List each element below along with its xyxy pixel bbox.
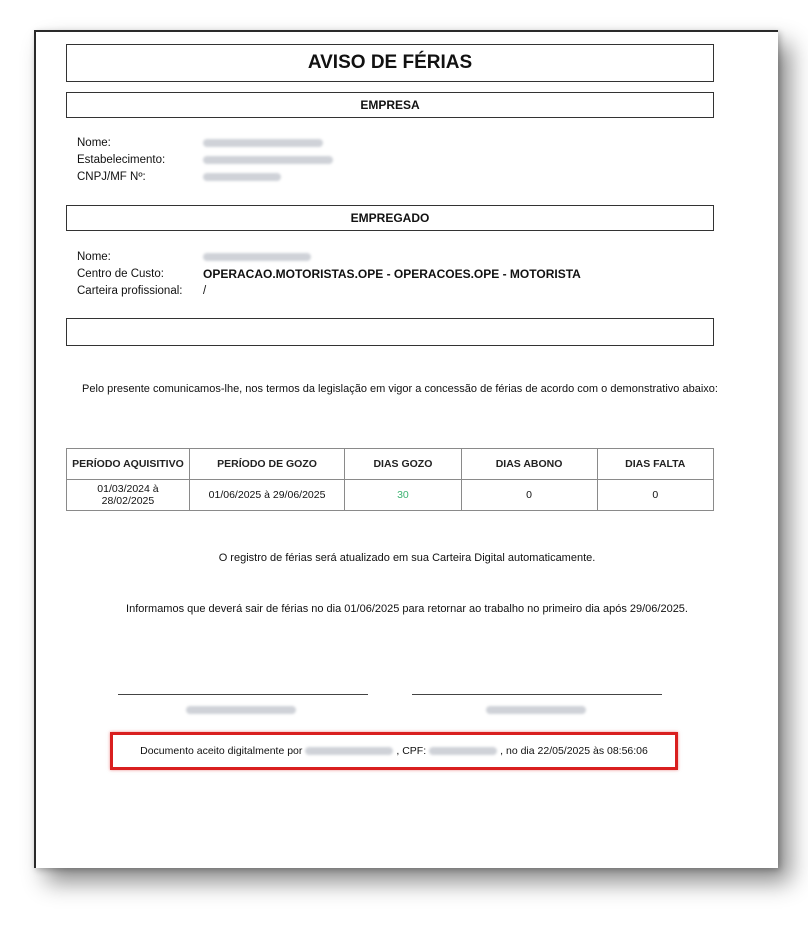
empresa-heading: EMPRESA [66, 92, 714, 118]
cell-periodo-aquisitivo: 01/03/2024 à 28/02/2025 [67, 480, 190, 511]
cell-periodo-gozo: 01/06/2025 à 29/06/2025 [189, 480, 344, 511]
digital-acceptance-box [110, 732, 678, 770]
table-row [67, 480, 714, 511]
redacted-empresa-nome [203, 139, 323, 147]
header-periodo-gozo: PERÍODO DE GOZO [189, 449, 344, 480]
redacted-empregado-nome [203, 253, 311, 261]
signature-line-empregado [412, 694, 662, 695]
redacted-signature-empresa [186, 706, 296, 714]
header-dias-abono: DIAS ABONO [461, 449, 597, 480]
header-dias-falta: DIAS FALTA [597, 449, 714, 480]
table-header-row [67, 449, 714, 480]
empresa-cnpj-row [77, 168, 333, 185]
redacted-cpf [429, 747, 497, 755]
registro-text: O registro de férias será atualizado em sua Carteira Digital automaticamente. [218, 552, 596, 564]
redacted-estabelecimento [203, 156, 333, 164]
empregado-fields [77, 248, 581, 299]
ferias-table [66, 448, 714, 511]
signature-line-empresa [118, 694, 368, 695]
empregado-nome-row [77, 248, 581, 265]
empregado-heading: EMPREGADO [66, 205, 714, 231]
document-page [34, 30, 778, 868]
empregado-centro-row [77, 265, 581, 282]
redacted-signature-empregado [486, 706, 586, 714]
empregado-carteira-row [77, 282, 581, 299]
empregado-nome-label: Nome: [77, 250, 111, 263]
header-periodo-aquisitivo: PERÍODO AQUISITIVO [67, 449, 190, 480]
header-dias-gozo: DIAS GOZO [345, 449, 461, 480]
carteira-label: Carteira profissional: [77, 284, 183, 297]
carteira-value: / [203, 284, 207, 297]
empresa-estabelecimento-row [77, 151, 333, 168]
redacted-cnpj [203, 173, 281, 181]
acceptance-cpf-label: , CPF: [396, 745, 427, 757]
acceptance-prefix: Documento aceito digitalmente por [140, 745, 303, 757]
empty-box [66, 318, 714, 346]
informamos-text: Informamos que deverá sair de férias no dia 01/06/2025 para retornar ao trabalho no primeiro dia após 29/06/2025. [126, 603, 688, 615]
acceptance-suffix: , no dia 22/05/2025 às 08:56:06 [500, 745, 648, 757]
centro-custo-value: OPERACAO.MOTORISTAS.OPE - OPERACOES.OPE - MOTORISTA [203, 266, 581, 281]
empresa-nome-row [77, 134, 333, 151]
empresa-fields [77, 134, 333, 185]
empresa-cnpj-label: CNPJ/MF Nº: [77, 170, 146, 183]
empresa-estabelecimento-label: Estabelecimento: [77, 153, 166, 166]
cell-dias-falta: 0 [597, 480, 714, 511]
document-title: AVISO DE FÉRIAS [66, 44, 714, 82]
cell-dias-gozo: 30 [345, 480, 461, 511]
redacted-acceptance-name [305, 747, 393, 755]
intro-paragraph: Pelo presente comunicamos-lhe, nos termos da legislação em vigor a concessão de férias de acordo com o demonstrativo abaixo: [82, 383, 718, 395]
empresa-nome-label: Nome: [77, 136, 111, 149]
centro-custo-label: Centro de Custo: [77, 267, 164, 280]
cell-dias-abono: 0 [461, 480, 597, 511]
